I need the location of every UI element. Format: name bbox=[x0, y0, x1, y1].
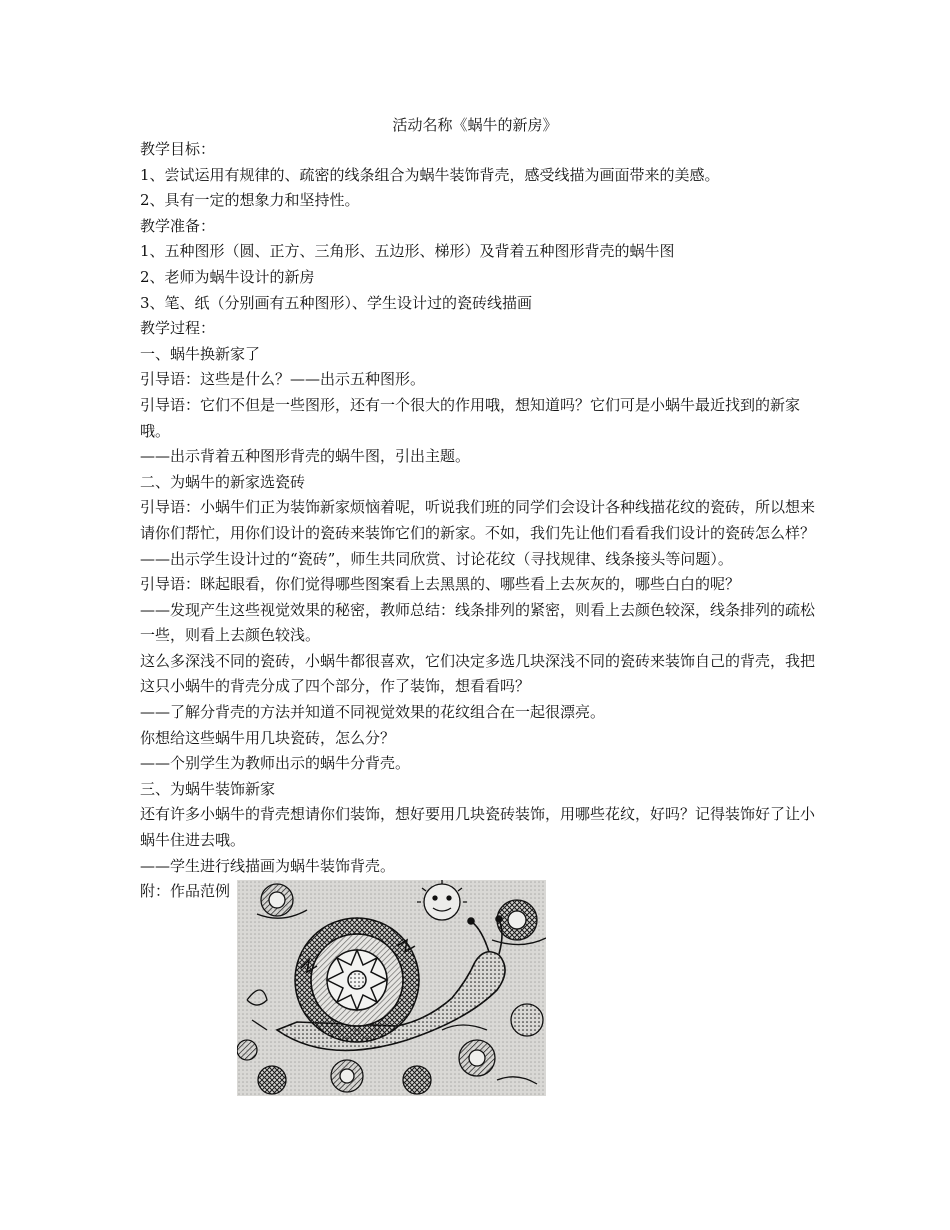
paragraph: 引导语：这些是什么？——出示五种图形。 bbox=[140, 370, 426, 389]
paragraph: 这么多深浅不同的瓷砖，小蜗牛都很喜欢，它们决定多选几块深浅不同的瓷砖来装饰自己的背壳，我把这只小蜗牛的背壳分成了四个部分，作了装饰，想看看吗？ bbox=[140, 651, 816, 696]
subheading: 三、为蜗牛装饰新家 bbox=[140, 779, 276, 798]
paragraph: ——了解分背壳的方法并知道不同视觉效果的花纹组合在一起很漂亮。 bbox=[140, 703, 606, 722]
paragraph: 1、尝试运用有规律的、疏密的线条组合为蜗牛装饰背壳，感受线描为画面带来的美感。 bbox=[140, 165, 720, 184]
paragraph: ——个别学生为教师出示的蜗牛分背壳。 bbox=[140, 754, 411, 773]
paragraph: 1、五种图形（圆、正方、三角形、五边形、梯形）及背着五种图形背壳的蜗牛图 bbox=[140, 242, 675, 261]
section-heading-preparation: 教学准备： bbox=[140, 216, 216, 235]
document-body bbox=[140, 137, 820, 1099]
paragraph: 引导语：它们不但是一些图形，还有一个很大的作用哦，想知道吗？它们可是小蜗牛最近找到的新家哦。 bbox=[140, 395, 801, 440]
paragraph: 2、老师为蜗牛设计的新房 bbox=[140, 267, 315, 286]
document-title: 活动名称《蜗牛的新房》 bbox=[392, 116, 558, 134]
paragraph: ——出示背着五种图形背壳的蜗牛图，引出主题。 bbox=[140, 447, 471, 466]
subheading: 二、为蜗牛的新家选瓷砖 bbox=[140, 472, 306, 491]
subheading: 一、蜗牛换新家了 bbox=[140, 344, 261, 363]
section-heading-goals: 教学目标： bbox=[140, 140, 216, 158]
paragraph: 引导语：小蜗牛们正为装饰新家烦恼着呢，听说我们班的同学们会设计各种线描花纹的瓷砖，所以想来请你们帮忙，用你们设计的瓷砖来装饰它们的新家。不如，我们先让他们看看我们设计的瓷砖怎么样？ bbox=[140, 498, 816, 542]
paragraph: 3、笔、纸（分别画有五种图形）、学生设计过的瓷砖线描画 bbox=[140, 293, 533, 312]
paragraph: 引导语：眯起眼看，你们觉得哪些图案看上去黑黑的、哪些看上去灰灰的，哪些白白的呢？ bbox=[140, 575, 741, 594]
figure-row bbox=[140, 879, 820, 1099]
section-heading-process: 教学过程： bbox=[140, 319, 216, 338]
paragraph: 你想给这些蜗牛用几块瓷砖，怎么分？ bbox=[140, 728, 396, 747]
paragraph: ——出示学生设计过的“瓷砖”，师生共同欣赏、讨论花纹（寻找规律、线条接头等问题）。 bbox=[140, 549, 733, 568]
paragraph: ——学生进行线描画为蜗牛装饰背壳。 bbox=[140, 856, 396, 875]
paragraph: 2、具有一定的想象力和坚持性。 bbox=[140, 191, 360, 210]
figure-label: 附：作品范例 bbox=[140, 882, 231, 901]
paragraph: 还有许多小蜗牛的背壳想请你们装饰，想好要用几块瓷砖装饰，用哪些花纹，好吗？记得装饰好了让小蜗牛住进去哦。 bbox=[140, 805, 816, 850]
snail-line-drawing-image bbox=[237, 880, 546, 1096]
paragraph: ——发现产生这些视觉效果的秘密，教师总结：线条排列的紧密，则看上去颜色较深，线条排列的疏松一些，则看上去颜色较浅。 bbox=[140, 600, 816, 645]
